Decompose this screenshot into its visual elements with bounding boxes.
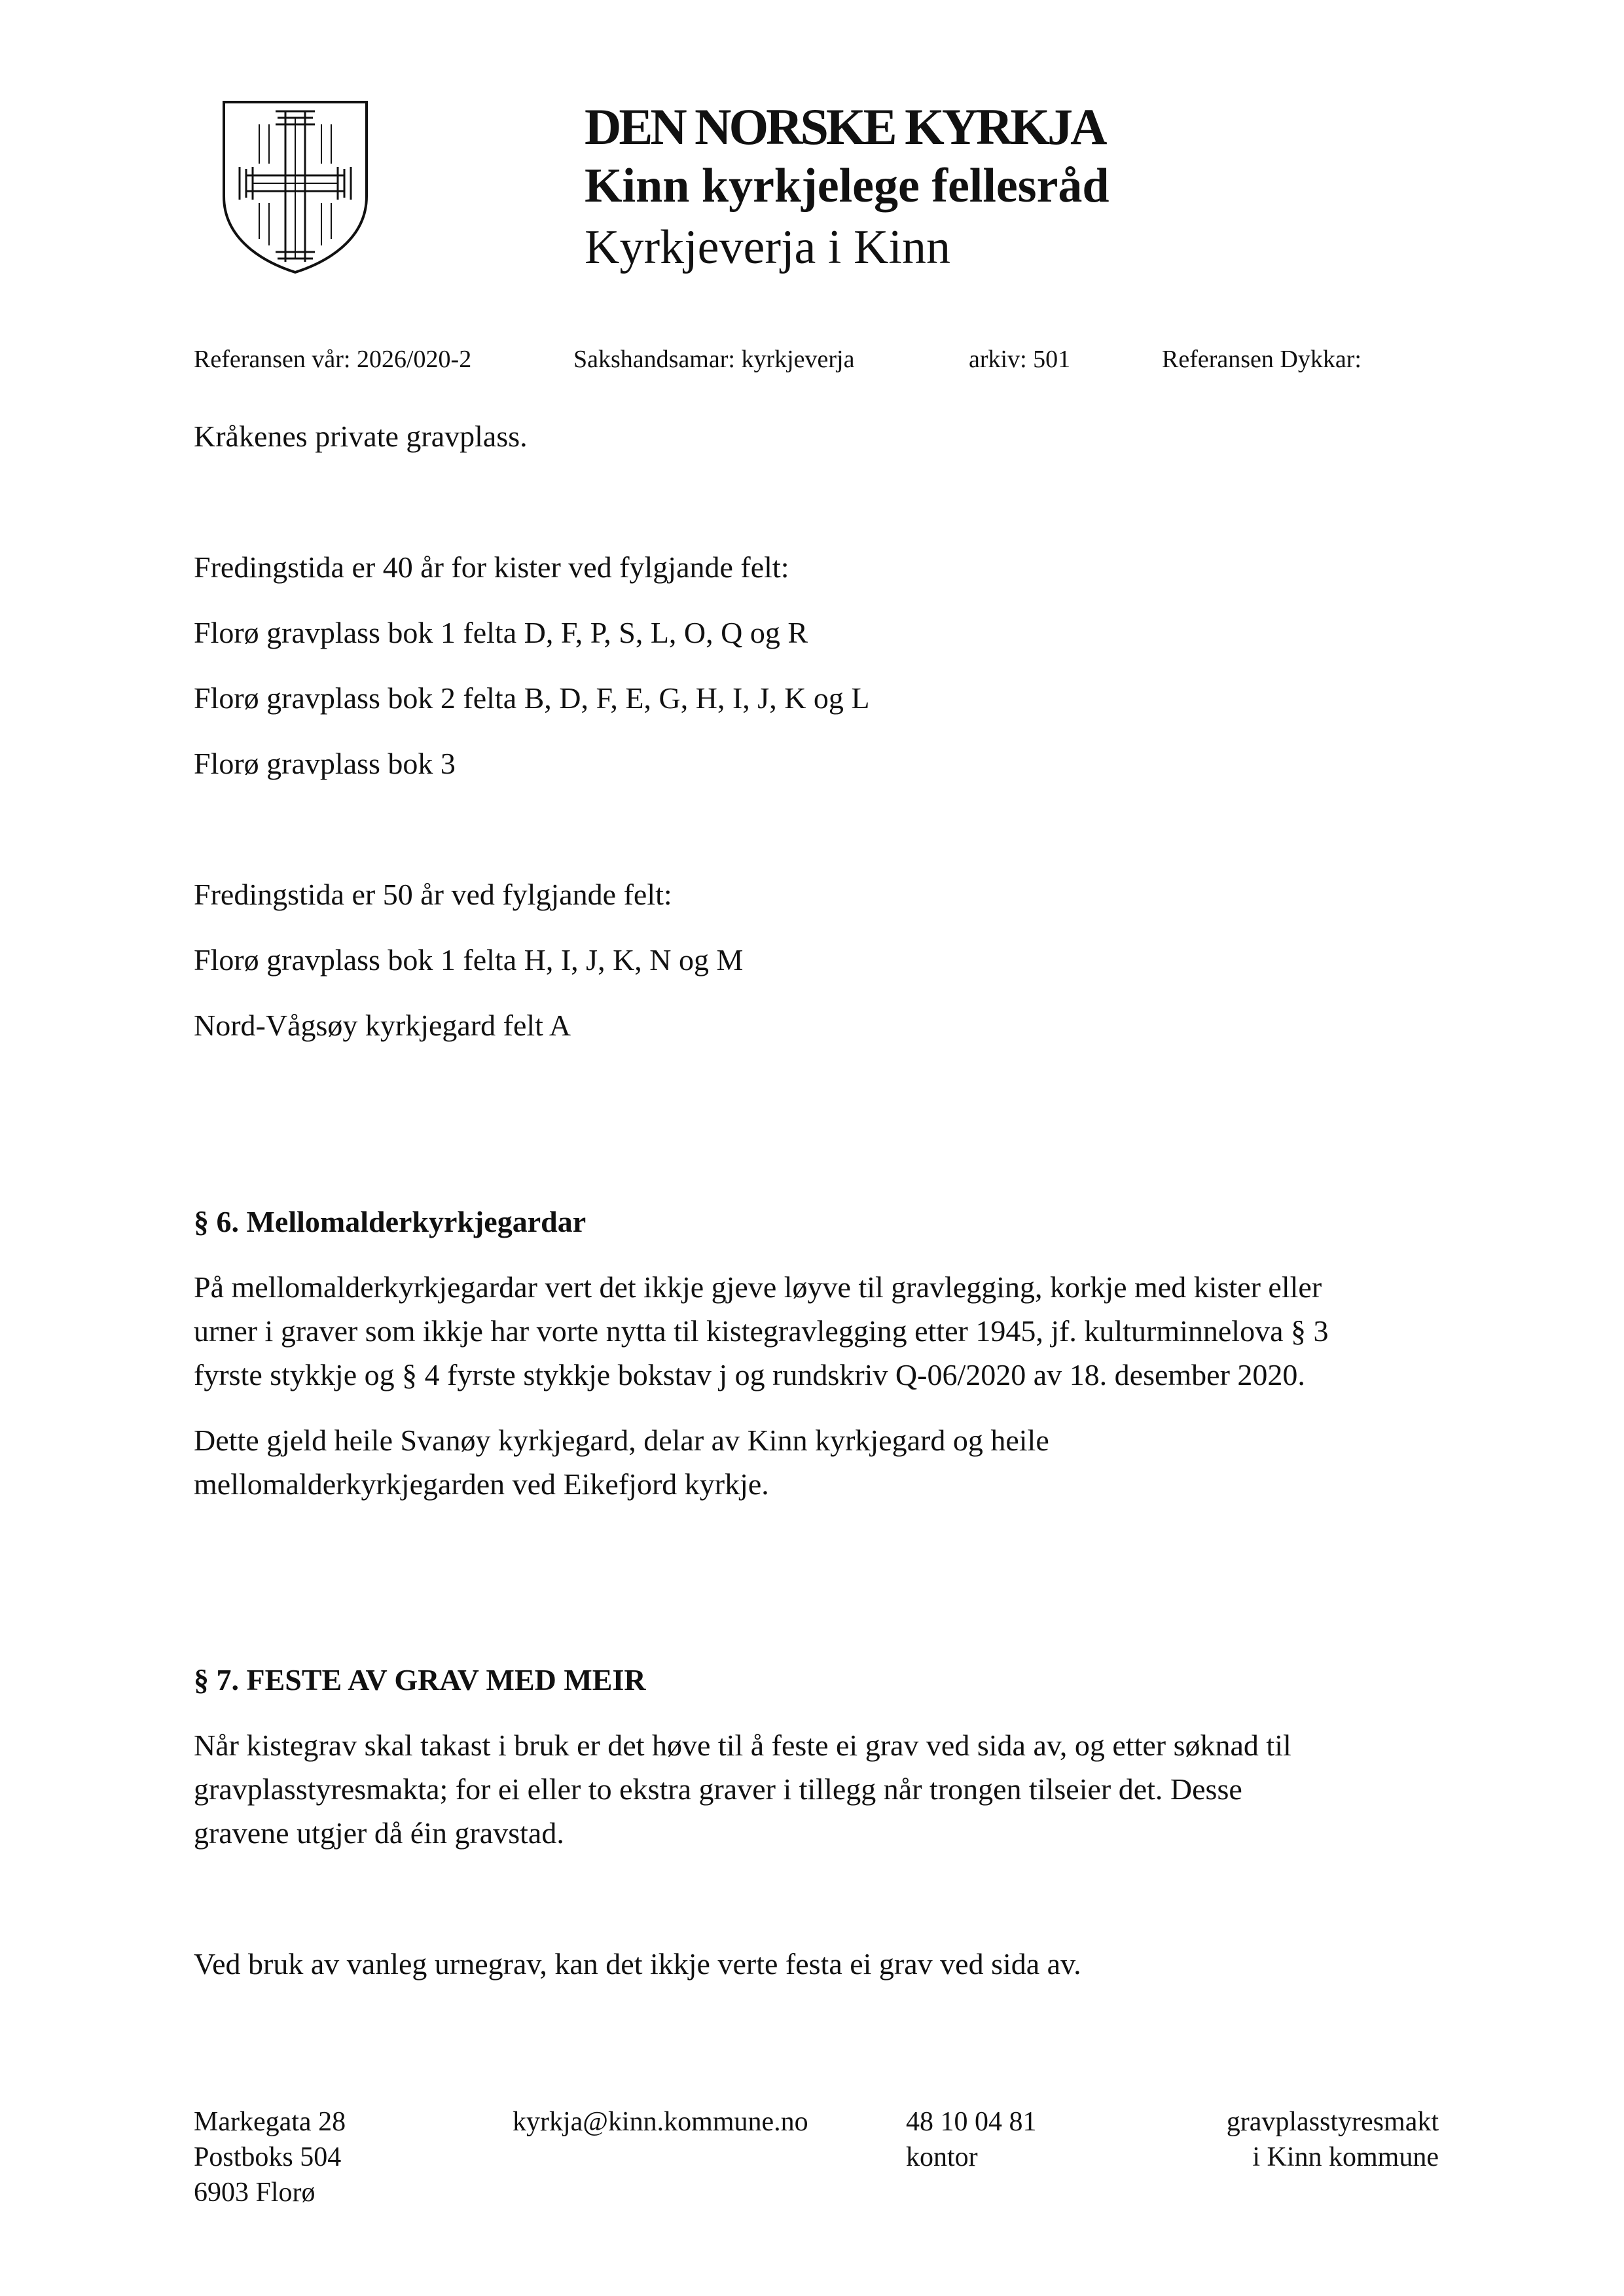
phone-number: 48 10 04 81	[906, 2107, 1037, 2137]
sec7-paragraph-line: gravplasstyresmakta; for ei eller to ekstra graver i tillegg når trongen tilseier det. Desse	[194, 1772, 1242, 1806]
council-name: Kinn kyrkjelege fellesråd	[585, 159, 1110, 213]
footer-email	[513, 2104, 808, 2140]
sec6-paragraph-line: Dette gjeld heile Svanøy kyrkjegard, delar av Kinn kyrkjegard og heile	[194, 1424, 1049, 1457]
office-name: Kyrkjeverja i Kinn	[585, 221, 950, 274]
list-item: Nord-Vågsøy kyrkjegard felt A	[194, 1009, 571, 1042]
authority-line: i Kinn kommune	[1252, 2142, 1439, 2172]
your-reference: Referansen Dykkar:	[1162, 346, 1362, 373]
list-item: Florø gravplass bok 3	[194, 747, 456, 780]
footer-authority	[1227, 2104, 1439, 2175]
case-handler: Sakshandsamar: kyrkjeverja	[573, 346, 855, 373]
sec6-paragraph-line: På mellomalderkyrkjegardar vert det ikkje gjeve løyve til gravlegging, korkje med kister eller	[194, 1270, 1322, 1304]
phone-label: kontor	[906, 2142, 978, 2172]
sec6-paragraph-line: fyrste stykkje og § 4 fyrste stykkje bokstav j og rundskriv Q-06/2020 av 18. desember 2020.	[194, 1358, 1305, 1391]
email-address[interactable]: kyrkja@kinn.kommune.no	[513, 2107, 808, 2137]
sec7-paragraph-line: Når kistegrav skal takast i bruk er det høve til å feste ei grav ved sida av, og etter søknad til	[194, 1729, 1291, 1762]
church-shield-logo	[220, 98, 370, 275]
sec7-paragraph-line: Ved bruk av vanleg urnegrav, kan det ikkje verte festa ei grav ved sida av.	[194, 1947, 1081, 1981]
sec6-paragraph-line: urner i graver som ikkje har vorte nytta til kistegravlegging etter 1945, jf. kulturminnelova § 3	[194, 1314, 1329, 1348]
section-7-heading: § 7. FESTE AV GRAV MED MEIR	[194, 1663, 646, 1696]
sec7-paragraph-line: gravene utgjer då éin gravstad.	[194, 1816, 564, 1850]
archive-number: arkiv: 501	[969, 346, 1071, 373]
org-name: DEN NORSKE KYRKJA	[585, 98, 1105, 155]
list-item: Florø gravplass bok 1 felta H, I, J, K, N og M	[194, 943, 744, 977]
sec6-paragraph-line: mellomalderkyrkjegarden ved Eikefjord kyrkje.	[194, 1467, 769, 1501]
authority-line: gravplasstyresmakt	[1226, 2107, 1439, 2137]
section-6-heading: § 6. Mellomalderkyrkjegardar	[194, 1205, 586, 1238]
address-line: Markegata 28	[194, 2107, 346, 2137]
sec50-intro: Fredingstida er 50 år ved fylgjande felt:	[194, 878, 672, 911]
intro-line: Kråkenes private gravplass.	[194, 420, 528, 453]
list-item: Florø gravplass bok 1 felta D, F, P, S, L, O, Q og R	[194, 616, 808, 649]
our-reference: Referansen vår: 2026/020-2	[194, 346, 472, 373]
address-line: 6903 Florø	[194, 2178, 316, 2208]
sec40-intro: Fredingstida er 40 år for kister ved fylgjande felt:	[194, 550, 789, 584]
footer-address	[194, 2104, 346, 2210]
address-line: Postboks 504	[194, 2142, 342, 2172]
list-item: Florø gravplass bok 2 felta B, D, F, E, G, H, I, J, K og L	[194, 681, 870, 715]
organisation-header	[585, 98, 1110, 279]
footer-phone	[906, 2104, 1037, 2175]
